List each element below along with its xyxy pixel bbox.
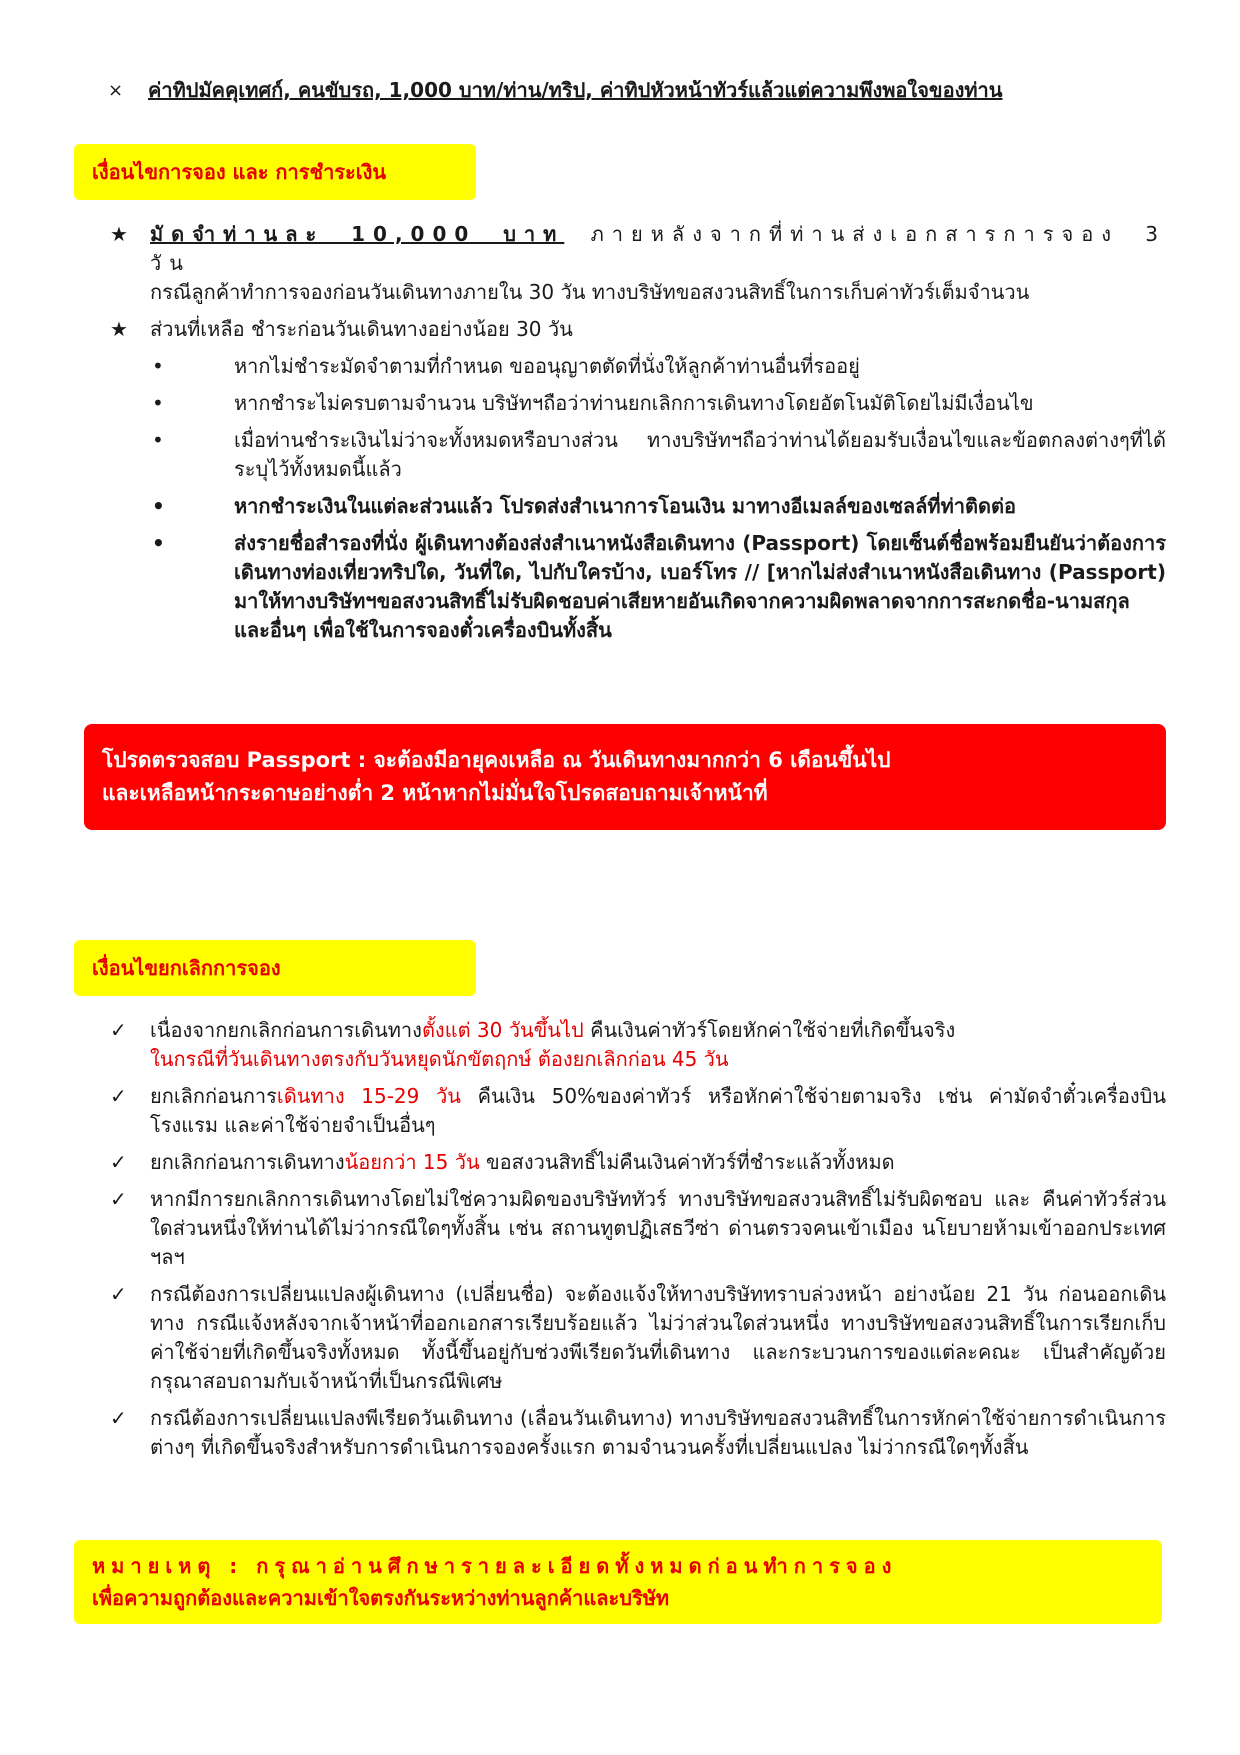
sub-item-text: ส่งรายชื่อสำรองที่นั่ง ผู้เดินทางต้องส่งสำเนาหนังสือเดินทาง (Passport) โดยเซ็นต์ชื่อพร้อมยืนยันว่าต้องการเดินทางท่องเที่ยวทริปใด, วันที่ใด, ไปกับใครบ้าง, เบอร์โทร // [หากไม่ส่งสำเนาหนังสือเดินทาง (Passport) มาให้ทางบริษัทฯขอสงวนสิทธิ์ไม่รับผิดชอบค่าเสียหายอันเกิดจากความผิดพลาดจากการสะกดชื่อ-นามสกุล และอื่นๆ เพื่อใช้ในการจองตั๋วเครื่องบินทั้งสิ้น — [234, 531, 1166, 642]
list-item — [110, 426, 1166, 484]
check-icon: ✓ — [110, 1406, 127, 1430]
list-item — [110, 1082, 1166, 1140]
sub-item-text: หากไม่ชำระมัดจำตามที่กำหนด ขออนุญาตตัดที่นั่งให้ลูกค้าท่านอื่นที่รออยู่ — [234, 354, 860, 378]
booking-section-title: เงื่อนไขการจอง และ การชำระเงิน — [74, 144, 476, 200]
cancel-section-title: เงื่อนไขยกเลิกการจอง — [74, 940, 476, 996]
list-item — [110, 389, 1166, 418]
cancel-text: ยกเลิกก่อนการ — [150, 1084, 277, 1108]
tips-note-text: ค่าทิปมัคคุเทศก์, คนขับรถ, 1,000 บาท/ท่าน/ทริป, ค่าทิปหัวหน้าทัวร์แล้วแต่ความพึงพอใจของท่าน — [148, 78, 1003, 102]
footnote-box — [74, 1540, 1162, 1624]
check-icon: ✓ — [110, 1282, 127, 1306]
deposit-label: มัดจำท่านละ 10,000 บาท — [150, 222, 565, 246]
booking-list — [110, 220, 1166, 653]
check-icon: ✓ — [110, 1084, 127, 1108]
tips-note — [108, 76, 1188, 105]
star-icon: ★ — [110, 317, 128, 341]
deposit-rest: ภายหลังจากที่ท่านส่งเอกสารการจอง 3 วัน — [150, 222, 1166, 275]
star-icon: ★ — [110, 222, 128, 246]
cancel-highlight: น้อยกว่า 15 วัน — [344, 1150, 480, 1174]
check-icon: ✓ — [110, 1150, 127, 1174]
cancel-highlight: เดินทาง 15-29 วัน — [276, 1084, 461, 1108]
list-item — [110, 220, 1166, 307]
list-item — [110, 492, 1166, 521]
check-icon: ✓ — [110, 1018, 127, 1042]
sub-item-text: เมื่อท่านชำระเงินไม่ว่าจะทั้งหมดหรือบางส่วน ทางบริษัทฯถือว่าท่านได้ยอมรับเงื่อนไขและข้อตกลงต่างๆที่ได้ระบุไว้ทั้งหมดนี้แล้ว — [234, 428, 1166, 481]
cancel-list — [110, 1016, 1166, 1470]
list-item — [110, 1148, 1166, 1177]
footnote-line2: เพื่อความถูกต้องและความเข้าใจตรงกันระหว่างท่านลูกค้าและบริษัท — [92, 1586, 670, 1610]
dot-icon: • — [152, 391, 164, 415]
passport-alert-line2: และเหลือหน้ากระดาษอย่างต่ำ 2 หน้าหากไม่มั่นใจโปรดสอบถามเจ้าหน้าที่ — [102, 781, 768, 805]
list-item — [110, 1404, 1166, 1462]
deposit-line2: กรณีลูกค้าทำการจองก่อนวันเดินทางภายใน 30 วัน ทางบริษัทขอสงวนสิทธิ์ในการเก็บค่าทัวร์เต็มจำนวน — [150, 280, 1030, 304]
cancel-text: ยกเลิกก่อนการเดินทาง — [150, 1150, 345, 1174]
sub-item-text: หากชำระไม่ครบตามจำนวน บริษัทฯถือว่าท่านยกเลิกการเดินทางโดยอัตโนมัติโดยไม่มีเงื่อนไข — [234, 391, 1034, 415]
balance-text: ส่วนที่เหลือ ชำระก่อนวันเดินทางอย่างน้อย 30 วัน — [150, 317, 573, 341]
holiday-note: ในกรณีที่วันเดินทางตรงกับวันหยุดนักขัตฤกษ์ ต้องยกเลิกก่อน 45 วัน — [150, 1047, 729, 1071]
list-item — [110, 1185, 1166, 1272]
cancel-text: เนื่องจากยกเลิกก่อนการเดินทาง — [150, 1018, 422, 1042]
cancel-text: หากมีการยกเลิกการเดินทางโดยไม่ใช่ความผิดของบริษัททัวร์ ทางบริษัทขอสงวนสิทธิ์ไม่รับผิดชอบ และ คืนค่าทัวร์ส่วนใดส่วนหนึ่งให้ท่านได้ไม่ว่ากรณีใดๆทั้งสิ้น เช่น สถานทูตปฏิเสธวีซ่า ด่านตรวจคนเข้าเมือง นโยบายห้ามเข้าออกประเทศฯลฯ — [150, 1187, 1166, 1269]
dot-icon: • — [152, 428, 164, 452]
check-icon: ✓ — [110, 1187, 127, 1211]
list-item — [110, 1016, 1166, 1074]
dot-icon: • — [152, 494, 165, 518]
cancel-highlight: ตั้งแต่ 30 วันขึ้นไป — [421, 1018, 584, 1042]
dot-icon: • — [152, 531, 165, 555]
list-item — [110, 1280, 1166, 1396]
cancel-text: กรณีต้องการเปลี่ยนแปลงพีเรียดวันเดินทาง (เลื่อนวันเดินทาง) ทางบริษัทขอสงวนสิทธิ์ในการหักค่าใช้จ่ายการดำเนินการต่างๆ ที่เกิดขึ้นจริงสำหรับการดำเนินการจองครั้งแรก ตามจำนวนครั้งที่เปลี่ยนแปลง ไม่ว่ากรณีใดๆทั้งสิ้น — [150, 1406, 1166, 1459]
passport-alert-line1: โปรดตรวจสอบ Passport : จะต้องมีอายุคงเหลือ ณ วันเดินทางมากกว่า 6 เดือนขึ้นไป — [102, 748, 891, 772]
dot-icon: • — [152, 354, 164, 378]
list-item — [110, 315, 1166, 344]
list-item — [110, 352, 1166, 381]
cross-icon: × — [108, 80, 124, 101]
cancel-text: กรณีต้องการเปลี่ยนแปลงผู้เดินทาง (เปลี่ยนชื่อ) จะต้องแจ้งให้ทางบริษัททราบล่วงหน้า อย่างน้อย 21 วัน ก่อนออกเดินทาง กรณีแจ้งหลังจากเจ้าหน้าที่ออกเอกสารเรียบร้อยแล้ว ไม่ว่าส่วนใดส่วนหนึ่ง ทางบริษัทขอสงวนสิทธิ์ในการเรียกเก็บค่าใช้จ่ายที่เกิดขึ้นจริงทั้งหมด ทั้งนี้ขึ้นอยู่กับช่วงพีเรียดวันที่เดินทาง และกระบวนการของแต่ละคณะ เป็นสำคัญด้วย กรุณาสอบถามกับเจ้าหน้าที่เป็นกรณีพิเศษ — [150, 1282, 1166, 1393]
sub-item-text: หากชำระเงินในแต่ละส่วนแล้ว โปรดส่งสำเนาการโอนเงิน มาทางอีเมลล์ของเซลล์ที่ท่าติดต่อ — [234, 494, 1016, 518]
cancel-text: คืนเงิน 50%ของค่าทัวร์ หรือหักค่าใช้จ่ายตามจริง เช่น ค่ามัดจำตั๋วเครื่องบิน โรงแรม และค่าใช้จ่ายจำเป็นอื่นๆ — [150, 1084, 1166, 1137]
cancel-text: คืนเงินค่าทัวร์โดยหักค่าใช้จ่ายที่เกิดขึ้นจริง — [583, 1018, 956, 1042]
cancel-text: ขอสงวนสิทธิ์ไม่คืนเงินค่าทัวร์ที่ชำระแล้วทั้งหมด — [479, 1150, 895, 1174]
list-item — [110, 529, 1166, 645]
passport-alert — [84, 724, 1166, 830]
footnote-line1: หมายเหตุ : กรุณาอ่านศึกษารายละเอียดทั้งหมดก่อนทำการจอง — [92, 1554, 898, 1578]
